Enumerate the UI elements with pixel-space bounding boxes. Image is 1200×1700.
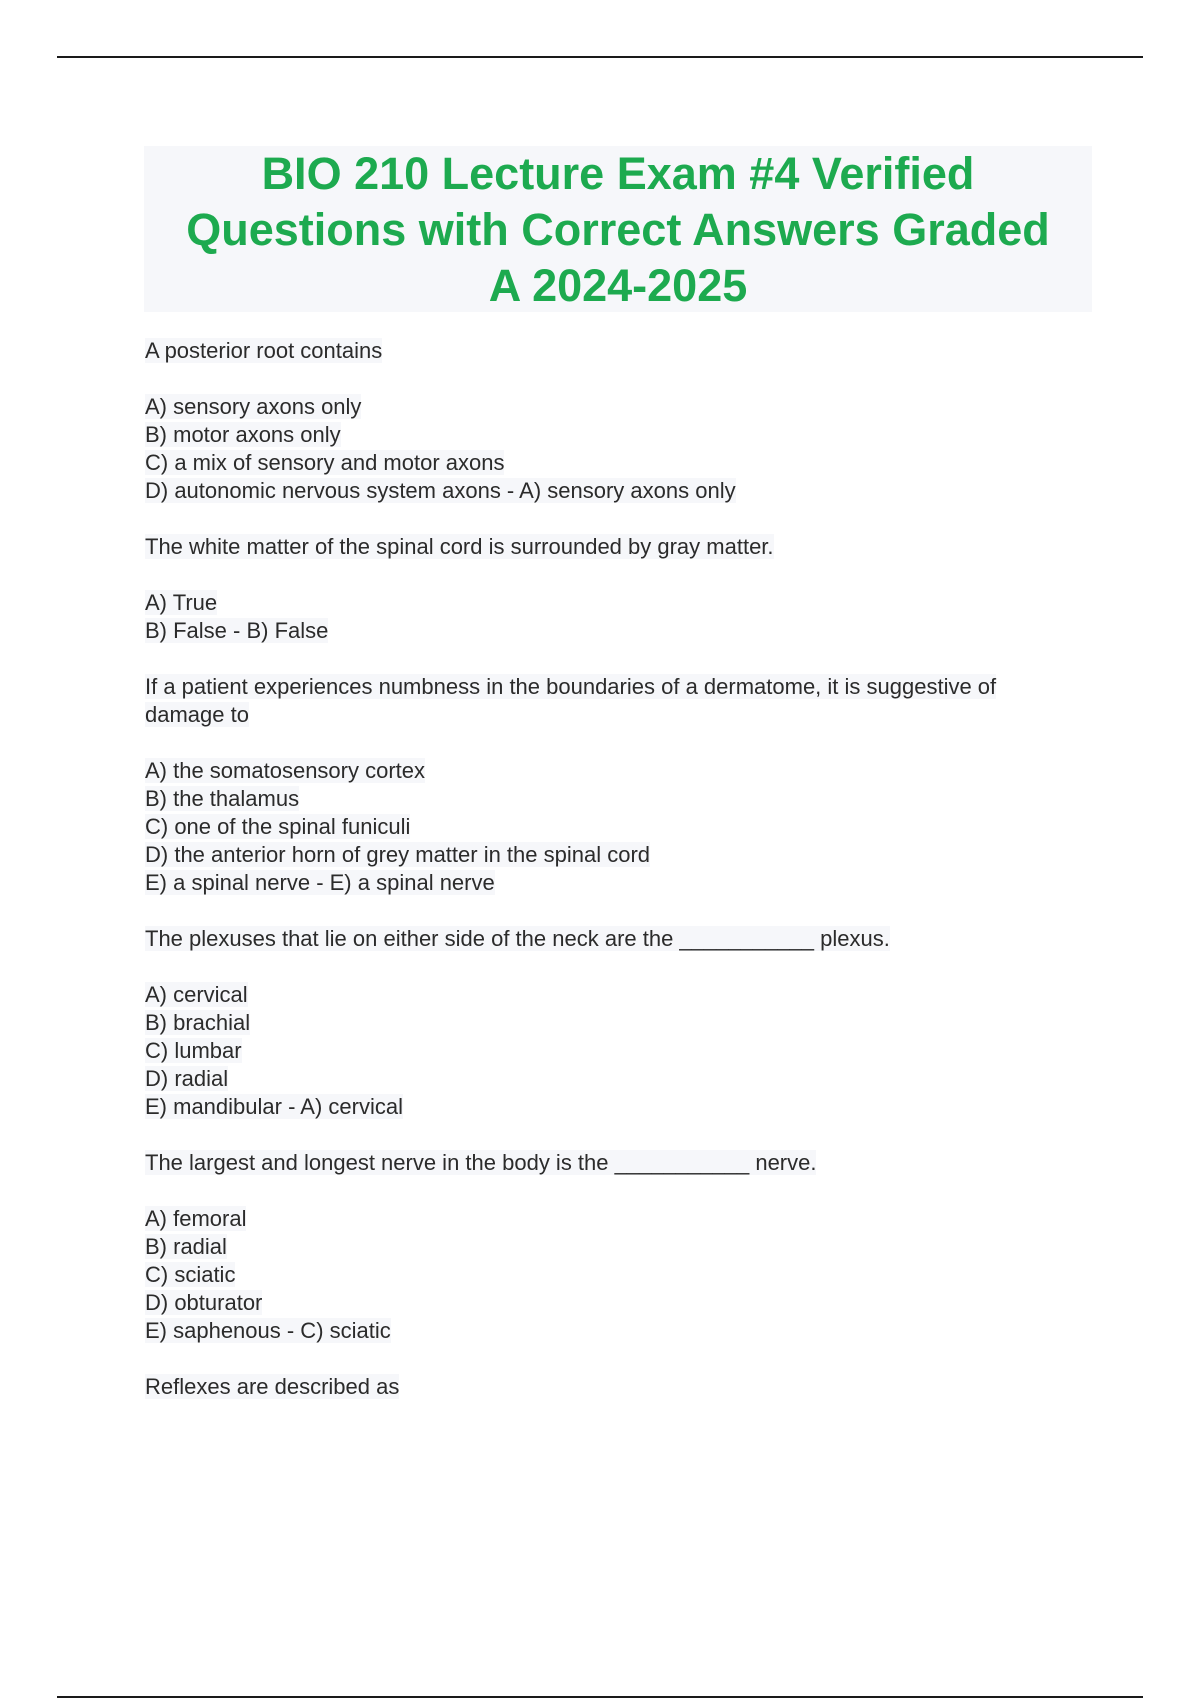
option-line: C) a mix of sensory and motor axons bbox=[145, 450, 505, 475]
option-line: B) radial bbox=[145, 1234, 227, 1259]
top-rule bbox=[57, 56, 1143, 58]
document-title bbox=[144, 146, 1092, 314]
question-prompt bbox=[145, 673, 1105, 729]
prompt-line: A posterior root contains bbox=[145, 338, 383, 363]
prompt-line: If a patient experiences numbness in the boundaries of a dermatome, it is suggestive of bbox=[145, 674, 997, 699]
prompt-line: The white matter of the spinal cord is surrounded by gray matter. bbox=[145, 534, 774, 559]
option-line-with-answer: E) mandibular - A) cervical bbox=[145, 1094, 403, 1119]
option-line-with-answer: E) a spinal nerve - E) a spinal nerve bbox=[145, 870, 495, 895]
question-prompt bbox=[145, 1373, 1105, 1401]
option-line: D) obturator bbox=[145, 1290, 263, 1315]
option-line: A) sensory axons only bbox=[145, 394, 362, 419]
option-line: B) motor axons only bbox=[145, 422, 341, 447]
question-item bbox=[145, 925, 1105, 1121]
option-line-with-answer: E) saphenous - C) sciatic bbox=[145, 1318, 391, 1343]
option-line: D) the anterior horn of grey matter in the spinal cord bbox=[145, 842, 651, 867]
question-prompt bbox=[145, 337, 1105, 365]
option-line: A) True bbox=[145, 590, 218, 615]
prompt-line: The largest and longest nerve in the body is the ___________ nerve. bbox=[145, 1150, 817, 1175]
option-line: A) femoral bbox=[145, 1206, 247, 1231]
option-line: C) sciatic bbox=[145, 1262, 236, 1287]
prompt-line: The plexuses that lie on either side of the neck are the ___________ plexus. bbox=[145, 926, 890, 951]
option-line-with-answer: B) False - B) False bbox=[145, 618, 329, 643]
question-item bbox=[145, 533, 1105, 645]
prompt-line: Reflexes are described as bbox=[145, 1374, 400, 1399]
option-line: B) brachial bbox=[145, 1010, 251, 1035]
question-item bbox=[145, 1149, 1105, 1345]
title-banner bbox=[144, 146, 1092, 312]
answer-options bbox=[145, 393, 1105, 505]
option-line: D) radial bbox=[145, 1066, 229, 1091]
prompt-line: damage to bbox=[145, 702, 249, 727]
question-prompt bbox=[145, 1149, 1105, 1177]
title-line: A 2024-2025 bbox=[488, 260, 748, 311]
option-line: A) cervical bbox=[145, 982, 248, 1007]
option-line-with-answer: D) autonomic nervous system axons - A) sensory axons only bbox=[145, 478, 736, 503]
question-prompt bbox=[145, 925, 1105, 953]
question-item bbox=[145, 1373, 1105, 1401]
answer-options bbox=[145, 981, 1105, 1121]
question-item bbox=[145, 673, 1105, 897]
bottom-rule bbox=[57, 1696, 1143, 1698]
title-line: Questions with Correct Answers Graded bbox=[186, 204, 1050, 255]
question-list bbox=[145, 337, 1105, 1429]
option-line: A) the somatosensory cortex bbox=[145, 758, 426, 783]
option-line: B) the thalamus bbox=[145, 786, 300, 811]
answer-options bbox=[145, 757, 1105, 897]
answer-options bbox=[145, 1205, 1105, 1345]
title-line: BIO 210 Lecture Exam #4 Verified bbox=[261, 148, 975, 199]
answer-options bbox=[145, 589, 1105, 645]
option-line: C) lumbar bbox=[145, 1038, 242, 1063]
question-item bbox=[145, 337, 1105, 505]
option-line: C) one of the spinal funiculi bbox=[145, 814, 411, 839]
question-prompt bbox=[145, 533, 1105, 561]
